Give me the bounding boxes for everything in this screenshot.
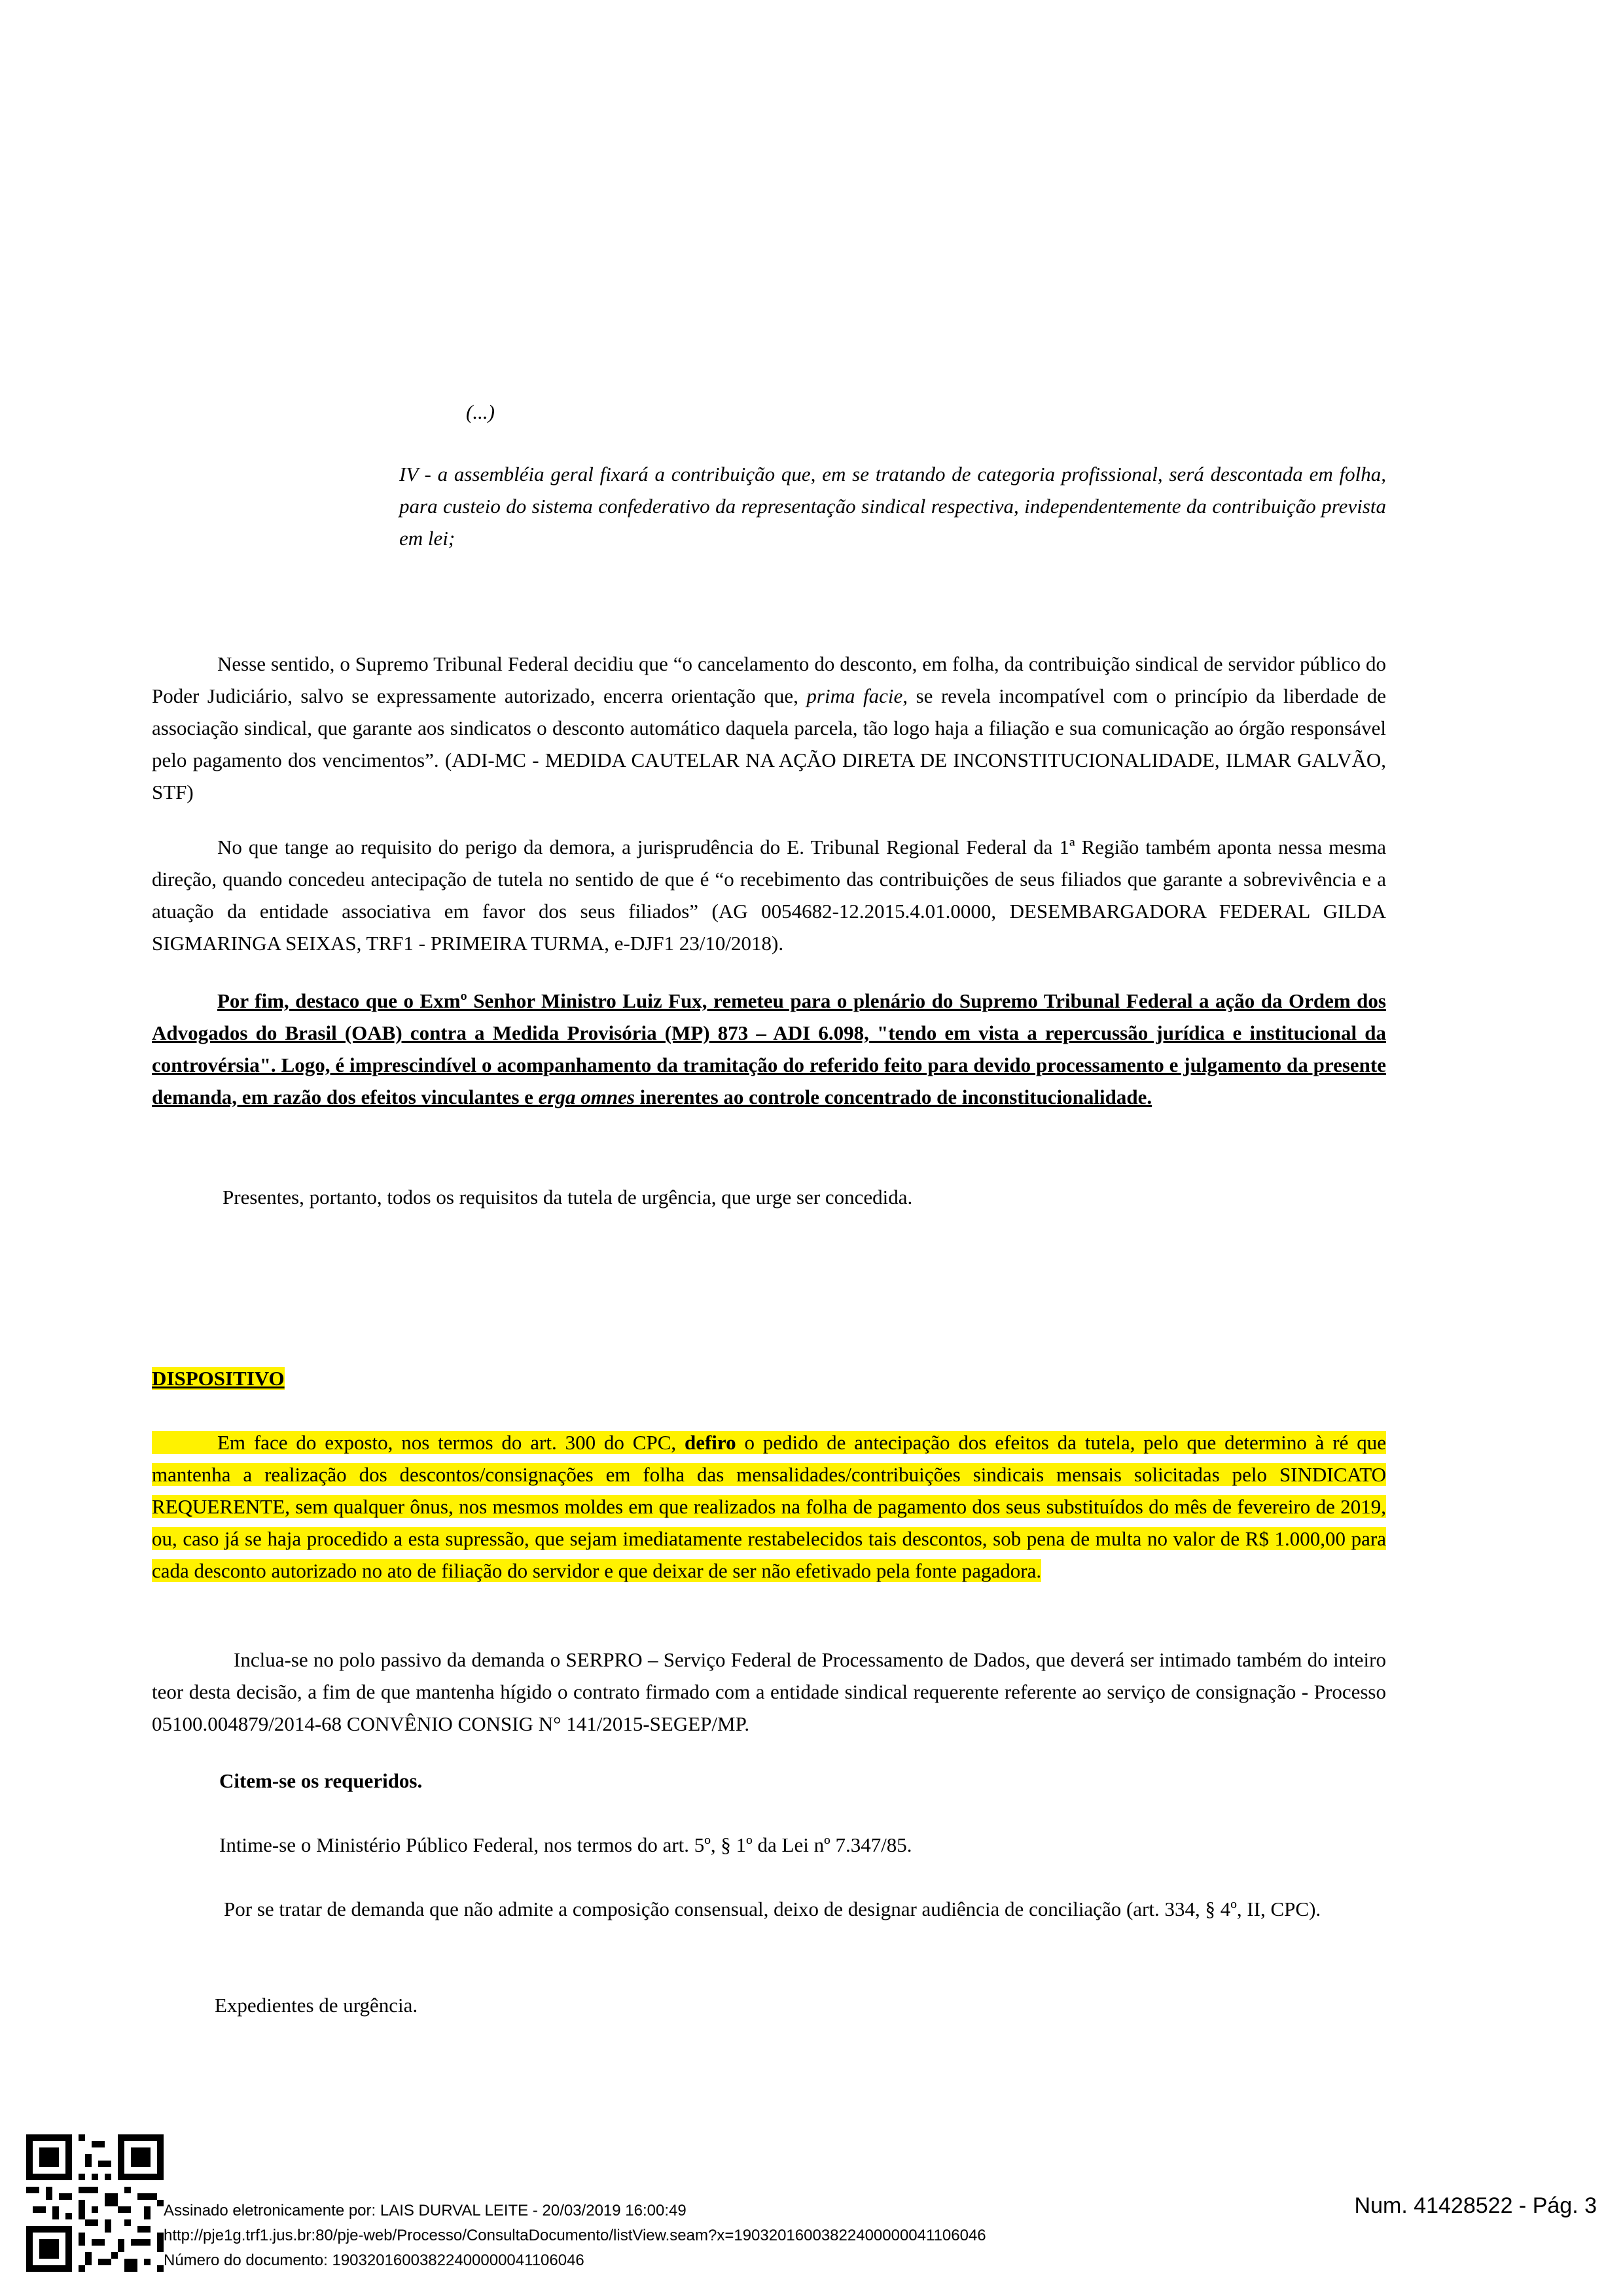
p3-text-b: inerentes ao controle concentrado de inconstitucionalidade. xyxy=(634,1086,1152,1108)
p1-italic: prima facie xyxy=(806,684,903,707)
footer-docnum: Número do documento: 19032016003822400000041106046 xyxy=(164,2252,584,2269)
dispositivo-text-b: o pedido de antecipação dos efeitos da tutela, pelo que determino à ré que mantenha a realização dos descontos/consignações em folha das mensalidades/contribuições sindicais mensais solicitadas pelo SINDICATO REQUERENTE, sem qualquer ônus, nos mesmos moldes em que realizados na folha de pagamento dos seus substituídos do mês de fevereiro de 2019, ou, caso já se haja procedido a esta supressão, que sejam imediatamente restabelecidos tais descontos, sob pena de multa no valor de R$ 1.000,00 para cada desconto autorizado no ato de filiação do servidor e que deixar de ser não efetivado pela fonte pagadora. xyxy=(152,1431,1386,1582)
dispositivo-text-a: Em face do exposto, nos termos do art. 300 do CPC, xyxy=(217,1431,685,1454)
p1-text-b: , se revela incompatível com o princípio da liberdade de associação sindical, que garante aos sindicatos o desconto automático daquela parcela, tão logo haja a filiação e sua comunicação ao órgão responsável pelo pagamento dos vencimentos”. (ADI-MC - MEDIDA CAUTELAR NA AÇÃO DIRETA DE INCONSTITUCIONALIDADE, ILMAR GALVÃO, STF) xyxy=(152,684,1387,804)
expedientes: Expedientes de urgência. xyxy=(215,1994,418,2017)
paragraph-stf-decision xyxy=(152,648,1386,808)
footer-url[interactable]: http://pje1g.trf1.jus.br:80/pje-web/Processo/ConsultaDocumento/listView.seam?x=19032016003822400000041106046 xyxy=(164,2227,986,2244)
paragraph-conciliacao xyxy=(152,1893,1386,1925)
footer-signed: Assinado eletronicamente por: LAIS DURVAL LEITE - 20/03/2019 16:00:49 xyxy=(164,2202,687,2219)
page-number: Num. 41428522 - Pág. 3 xyxy=(1354,2193,1597,2218)
quote-ellipsis: (...) xyxy=(466,400,495,423)
qr-code-icon xyxy=(26,2134,164,2272)
dispositivo-bold: defiro xyxy=(684,1431,736,1454)
paragraph-perigo-demora xyxy=(152,831,1386,959)
paragraph-serpro xyxy=(152,1644,1386,1740)
p4-text: Presentes, portanto, todos os requisitos da tutela de urgência, que urge ser concedida. xyxy=(223,1186,913,1209)
quote-text: IV - a assembléia geral fixará a contribuição que, em se tratando de categoria profissional, será descontada em folha, para custeio do sistema confederativo da representação sindical respectiva, independentemente da contribuição prevista em lei; xyxy=(399,463,1386,550)
dispositivo-heading: DISPOSITIVO xyxy=(152,1367,285,1390)
p3-text-a: Por fim, destaco que o Exmº Senhor Ministro Luiz Fux, remeteu para o plenário do Supremo Tribunal Federal a ação da Ordem dos Advogados do Brasil (OAB) contra a Medida Provisória (MP) 873 – ADI 6.098, "tendo em vista a repercussão jurídica e institucional da controvérsia". Logo, é imprescindível o acompanhamento da tramitação do referido feito para devido processamento e julgamento da presente demanda, em razão dos efeitos vinculantes e xyxy=(152,989,1386,1108)
paragraph-adi-6098 xyxy=(152,985,1386,1113)
p5-text: Inclua-se no polo passivo da demanda o SERPRO – Serviço Federal de Processamento de Dados, que deverá ser intimado também do inteiro teor desta decisão, a fim de que mantenha hígido o contrato firmado com a entidade sindical requerente referente ao serviço de consignação - Processo 05100.004879/2014-68 CONVÊNIO CONSIG N° 141/2015-SEGEP/MP. xyxy=(152,1648,1386,1735)
p3-italic: erga omnes xyxy=(538,1086,635,1108)
p1-text-a: Nesse sentido, o Supremo Tribunal Federal decidiu que “o cancelamento do desconto, em folha, da contribuição sindical de servidor público do Poder Judiciário, salvo se expressamente autorizado, encerra orientação que, xyxy=(152,652,1386,707)
intime-se: Intime-se o Ministério Público Federal, nos termos do art. 5º, § 1º da Lei nº 7.347/85. xyxy=(219,1833,912,1856)
paragraph-dispositivo xyxy=(152,1426,1386,1587)
citem-se: Citem-se os requeridos. xyxy=(219,1769,423,1792)
p8-text: Por se tratar de demanda que não admite a composição consensual, deixo de designar audiência de conciliação (art. 334, § 4º, II, CPC). xyxy=(224,1898,1321,1920)
paragraph-presentes xyxy=(157,1181,1391,1213)
p2-text: No que tange ao requisito do perigo da demora, a jurisprudência do E. Tribunal Regional Federal da 1ª Região também aponta nessa mesma direção, quando concedeu antecipação de tutela no sentido de que é “o recebimento das contribuições de seus filiados que garante a sobrevivência e a atuação da entidade associativa em favor dos seus filiados” (AG 0054682-12.2015.4.01.0000, DESEMBARGADORA FEDERAL GILDA SIGMARINGA SEIXAS, TRF1 - PRIMEIRA TURMA, e-DJF1 23/10/2018). xyxy=(152,836,1386,955)
